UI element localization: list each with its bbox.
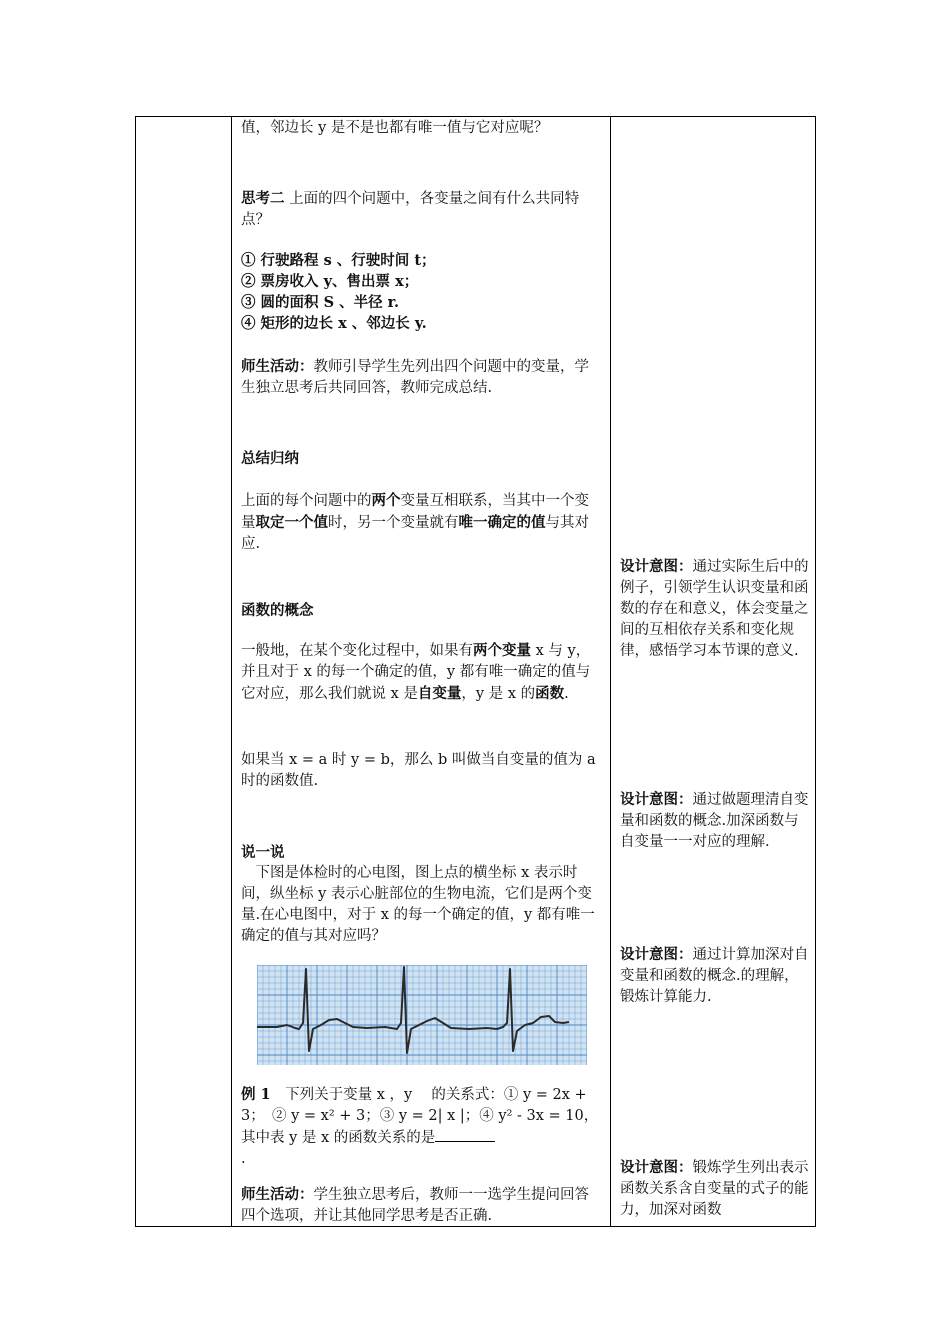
design-note xyxy=(620,556,810,662)
concept-part: 一般地，在某个变化过程中，如果有 xyxy=(241,643,473,659)
example-one xyxy=(241,1084,603,1170)
design-note-text: 通过做题理清自变量和函数的概念.加深函数与自变量一一对应的理解. xyxy=(620,792,809,850)
summary-bold: 取定一个值 xyxy=(255,514,328,531)
intro-line: 值，邻边长 y 是不是也都有唯一值与它对应呢？ xyxy=(241,120,549,136)
say-heading: 说一说 xyxy=(241,844,285,861)
say-text: 下图是体检时的心电图，图上点的横坐标 x 表示时间，纵坐标 y 表示心脏部位的生物电流，它们是两个变量.在心电图中，对于 x 的每一个确定的值，y 都有唯一确定的值与其对应吗？ xyxy=(241,865,595,944)
think-two xyxy=(241,188,603,231)
activity-two-text: 学生独立思考后，教师一一选学生提问回答四个选项，并让其他同学思考是否正确. xyxy=(241,1187,589,1224)
design-note xyxy=(620,1157,810,1221)
concept-heading: 函数的概念 xyxy=(241,602,314,619)
summary-heading: 总结归纳 xyxy=(241,450,299,467)
design-note-text: 锻炼学生列出表示函数关系含自变量的式子的能力，加深对函数 xyxy=(620,1160,809,1218)
answer-blank[interactable] xyxy=(435,1127,495,1142)
list-item: ③ 圆的面积 S 、半径 r. xyxy=(241,294,400,311)
list-item: ④ 矩形的边长 x 、邻边长 y. xyxy=(241,315,427,332)
design-note xyxy=(620,789,810,853)
list-item: ② 票房收入 y、售出票 x； xyxy=(241,273,419,290)
summary-bold: 两个 xyxy=(371,492,401,509)
example-one-label: 例 1 xyxy=(241,1086,271,1103)
summary-part: 时，另一个变量就有 xyxy=(328,515,459,531)
concept-part: x 与 y，并且对于 x 的每一个确定的值，y 都有唯一确定的值与它对应，那么我们就说 x 是 xyxy=(241,643,591,702)
ecg-image xyxy=(257,965,587,1065)
activity-two xyxy=(241,1184,603,1227)
design-note-label: 设计意图： xyxy=(620,1159,693,1176)
concept-text xyxy=(241,640,603,705)
column-divider-left xyxy=(231,116,232,1227)
design-note-label: 设计意图： xyxy=(620,791,693,808)
concept-bold: 两个变量 xyxy=(473,642,531,659)
summary-bold: 唯一确定的值 xyxy=(458,514,546,531)
summary-part: 与其对应. xyxy=(241,515,589,552)
activity-one-text: 教师引导学生先列出四个问题中的变量，学生独立思考后共同回答，教师完成总结. xyxy=(241,359,589,396)
list-item: ① 行驶路程 s 、行驶时间 t； xyxy=(241,252,436,269)
design-note xyxy=(620,944,810,1008)
activity-one xyxy=(241,356,603,399)
think-two-label: 思考二 xyxy=(241,190,285,207)
summary-part: 变量互相联系，当其中一个变量 xyxy=(241,493,589,531)
design-note-text: 通过计算加深对自变量和函数的概念.的理解，锻炼计算能力. xyxy=(620,947,809,1005)
think-two-text: 上面的四个问题中，各变量之间有什么共同特点？ xyxy=(241,191,580,228)
concept-bold: 函数 xyxy=(535,685,565,702)
example-one-text: 下列关于变量 x ，y 的关系式：① y = 2x + 3； ② y = x² + 3；③ y = 2| x |；④ y² - 3x = 10，其中表 y 是 x 的函数关系的是 xyxy=(241,1087,599,1146)
design-note-text: 通过实际生后中的例子，引领学生认识变量和函数的存在和意义，体会变量之间的互相依存关系和变化规律，感悟学习本节课的意义. xyxy=(620,559,809,659)
column-divider-right xyxy=(610,116,611,1227)
example-one-end: . xyxy=(241,1151,246,1167)
concept-part: ，y 是 x 的 xyxy=(461,686,536,702)
function-value-definition: 如果当 x = a 时 y = b，那么 b 叫做当自变量的值为 a 时的函数值. xyxy=(241,752,596,789)
summary-part: 上面的每个问题中的 xyxy=(241,493,372,509)
activity-two-label: 师生活动： xyxy=(241,1186,314,1203)
variable-list xyxy=(241,250,603,334)
concept-part: . xyxy=(564,686,569,702)
design-note-label: 设计意图： xyxy=(620,558,693,575)
summary-text xyxy=(241,490,603,555)
design-note-label: 设计意图： xyxy=(620,946,693,963)
concept-bold: 自变量 xyxy=(417,685,462,702)
activity-one-label: 师生活动： xyxy=(241,358,314,375)
